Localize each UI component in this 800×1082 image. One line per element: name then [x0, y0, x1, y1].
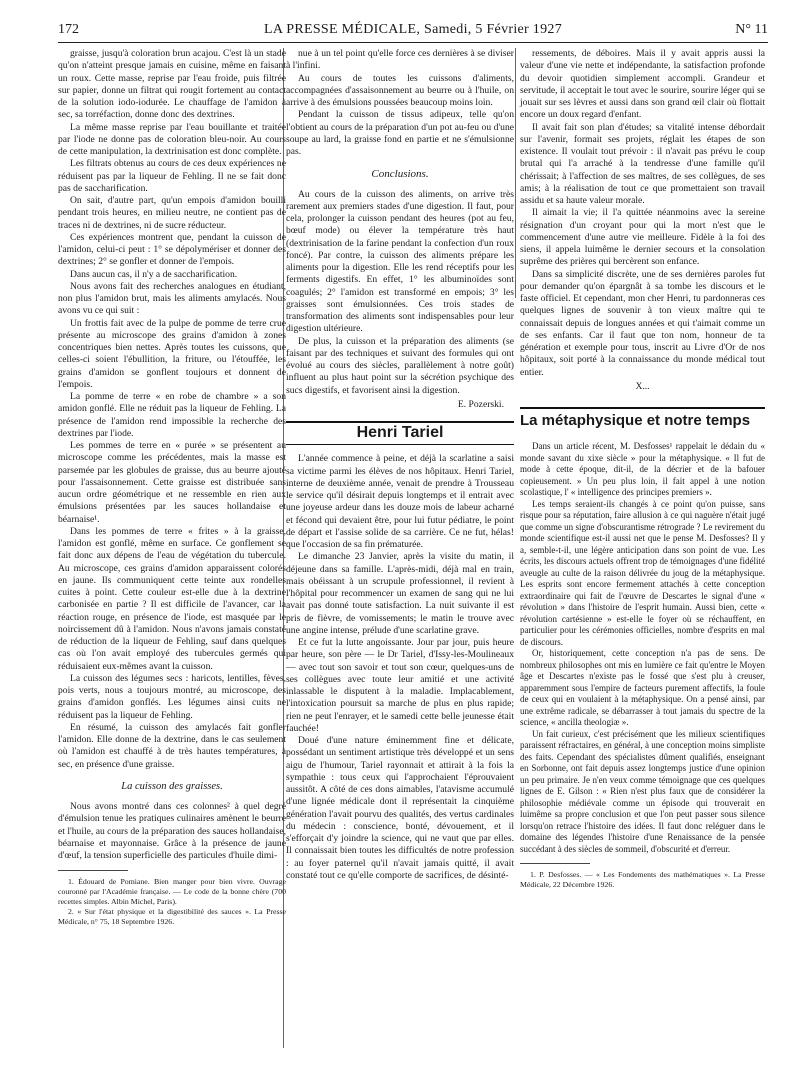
paragraph: Les temps seraient-ils changés à ce point qu'on puisse, sans risque pour sa réputation, faire allusion à ce qui naguère n'était jugé que comme un signe d'obscurantisme rétrograde ? Le revirement du monde scientifique est-il aussi net que le pense M. Desfosses? Il y a, semble-t-il, une légère anticipation dans son point de vue. Les écrits, les discours actuels offrent trop de témoignages d'une fidélité aveugle au culte de la raison délivrée du joug de la métaphysique. Les esprits sont encore fermement attachés à cette conception extraordinaire qui fait de l'œuvre de Descartes le signal d'une « révolution » dans l'histoire de l'esprit humain. Aussi bien, cette « révolution cartésienne » est-elle le foyer où se réchauffent, en particulier pour les cérémonies officielles, nombre d'esprits en mal de discours. — [520, 498, 765, 647]
paragraph: Or, historiquement, cette conception n'a pas de sens. De nombreux philosophes ont mis en lumière ce fait qu'entre le Moyen âge et Descartes n'existe pas le fossé que s'est plu à creuser, apparemment sous l'empire de facteurs purement affectifs, la foule de ceux qui en voulaient à la métaphysique. On a pensé ainsi, par une extrême radicale, se débarrasser à tout jamais du spectre de la science, « ancilla theologiæ ». — [520, 648, 765, 728]
paragraph: nue à un tel point qu'elle force ces dernières à se diviser à l'infini. — [286, 48, 514, 72]
column-2-paragraphs — [286, 48, 514, 158]
article-title-metaphysique: La métaphysique et notre temps — [520, 412, 751, 429]
paragraph: Nous avons montré dans ces colonnes² à quel degré d'émulsion tenue les pratiques culinaires amènent le beurre et l'huile, au cours de la préparation des sauces hollandaise, béarnaise et mayonnaise. Grâce à la présence de jaune d'œuf, la tension superficielle des particules d'huile dimi- — [58, 801, 286, 861]
column-1-footnotes — [58, 877, 286, 927]
paragraph: Au cours de toutes les cuissons d'aliments, accompagnées d'assaisonnement au beurre ou à l'huile, on arrive à des émulsions poussées beaucoup moins loin. — [286, 72, 514, 108]
page-number: 172 — [58, 22, 79, 37]
footnote-rule — [58, 870, 128, 871]
column-separator-2 — [515, 48, 516, 298]
column-1 — [58, 48, 286, 927]
paragraph: Nous avons fait des recherches analogues en étudiant, non plus l'amidon brut, mais les aliments amylacés. Nous avons vu ce qui suit : — [58, 280, 286, 317]
paragraph: Dans les pommes de terre « frites » à la graisse, l'amidon est gonflé, même en surface. Ce gonflement se fait donc aux dépens de l'eau de végétation du tubercule. Au microscope, ces grains d'amidon apparaissent colorés en jaune. Ils communiquent cette teinte aux rondelles cuites à point. Cette couleur est-elle due à la dextrine carbonisée en partie ? Il est difficile de l'avancer, car la réaction rouge, en présence de l'iode, est masquée par le noircissement dû à l'amidon. Nous n'avons jamais constaté de réduction de la liqueur de Fehling, sauf dans quelques cas où l'on avait employé des tubercules germés qui réduisaient eux-mêmes avant la cuisson. — [58, 525, 286, 672]
metaphysique-paragraphs — [520, 441, 765, 855]
paragraph: En résumé, la cuisson des amylacés fait gonfler l'amidon. Elle donne de la dextrine, dans le cas seulement où l'amidon est chauffé à de très hautes températures, à sec, en présence d'une graisse. — [58, 721, 286, 770]
column-1-paragraphs — [58, 48, 286, 771]
paragraph: Les pommes de terre en « purée » se présentent au microscope comme les précédentes, mais la masse est parsemée par les globules de graisse, dus au beurre ajouté pour l'assaisonnement. Cette graisse est distribuée sans aucun ordre géométrique et ne ressemble en rien aux émulsions présentées par les sauces hollandaise et béarnaise¹. — [58, 440, 286, 525]
paragraph: Les filtrats obtenus au cours de ces deux expériences ne réduisent pas par la liqueur de Fehling. Il ne se fait donc pas de saccharification. — [58, 158, 286, 194]
paragraph: Un frottis fait avec de la pulpe de pomme de terre crue présente au microscope des grains d'amidon à zones concentriques bien nettes. Après toutes les cuissons, que celles-ci soient l'ébullition, la friture, ou l'étouffée, les grains d'amidon se gonflent toujours et donnent de l'empois. — [58, 317, 286, 390]
paragraph: L'année commence à peine, et déjà la scarlatine a saisi sa victime parmi les élèves de nos hôpitaux. Henri Tariel, interne de deuxième année, venait de prendre à Trousseau le service qu'il désirait depuis longtemps et il entrait avec une joyeuse ardeur dans les douze mois de labeur acharné et fécond qui devaient être, pour lui futur pédiatre, le point de départ et l'assise solide de sa carrière. Ce ne fut, hélas! que l'occasion de sa fin prématurée. — [286, 453, 514, 550]
paragraph: Au cours de la cuisson des aliments, on arrive très rarement aux premiers stades d'une digestion. Il faut, pour cela, prolonger la cuisson pendant des heures (pot au feu, bœuf mode) ou élever la température très haut (dextrinisation de la farine pendant la confection d'un roux foncé). Par contre, la cuisson des aliments prépare les aliments pour la digestion. Elle les rend réceptifs pour les ferments digestifs. En effet, 1° les albuminoïdes sont coagulés; 2° l'amidon est transformé en empois; 3° les graisses sont émulsionnées. Ces trois stades de transformation des aliments sont indispensables pour leur digestion ultérieure. — [286, 188, 514, 335]
paragraph: Ces expériences montrent que, pendant la cuisson de l'amidon, celui-ci peut : 1° se dépolymériser et donner des dextrines; 2° se gonfler et donner de l'empois. — [58, 231, 286, 268]
page-header — [58, 22, 768, 40]
paragraph: La même masse reprise par l'eau bouillante et traitée par l'iode ne donne pas de coloration bleu-noir. Au cours de cette manipulation, la dextrinisation est donc complète. — [58, 121, 286, 157]
paragraph: De plus, la cuisson et la préparation des aliments (se faisant par des techniques et suivant des formules qui ont évolué au cours des siècles, parallèlement à notre goût) influent au plus haut point sur la sécrétion psychique des sucs digestifs, et favorisent ainsi la digestion. — [286, 335, 514, 396]
conclusions-paragraphs — [286, 189, 514, 397]
paragraph: Il aimait la vie; il l'a quittée néanmoins avec la sereine résignation d'un croyant pour qui la mort n'est que le commencement d'une autre vie meilleure. Fidèle à la foi des siens, il appela luimême le dernier secours et la consolation suprême des prières qui bercèrent son enfance. — [520, 207, 765, 268]
paragraph: On sait, d'autre part, qu'un empois d'amidon bouilli pendant trois heures, en milieu neutre, ne contient pas de traces ni de dextrines, ni de sucre réducteur. — [58, 195, 286, 231]
article-title-tariel: Henri Tariel — [356, 424, 444, 441]
column-3 — [520, 48, 765, 890]
footnote-desfosses: 1. P. Desfosses. — « Les Fondements des mathématiques ». La Presse Médicale, 22 Décembre 1926. — [520, 870, 765, 890]
issue-number: N° 11 — [735, 22, 768, 37]
article-title-box-metaphysique — [520, 407, 765, 433]
paragraph: Dans aucun cas, il n'y a de saccharification. — [70, 268, 238, 280]
paragraph: La cuisson des légumes secs : haricots, lentilles, fèves, pois verts, nous a toujours montré, au microscope, des grains d'amidon gonflés. Les légumes ainsi cuits ne réduisent pas la liqueur de Fehling. — [58, 672, 286, 721]
paragraph: La pomme de terre « en robe de chambre » a son amidon gonflé. Elle ne réduit pas la liqueur de Fehling. La présence de l'amidon rend impossible la recherche des dextrines par l'iode. — [58, 391, 286, 439]
header-rule — [58, 42, 768, 43]
column-2 — [286, 48, 514, 882]
paragraph: Pendant la cuisson de tissus adipeux, telle qu'on l'obtient au cours de la préparation d'un pot au-feu ou d'une soupe au lard, la graisse fond en partie et ne s'émulsionne pas. — [286, 109, 514, 157]
paragraph: Il avait fait son plan d'études; sa vitalité intense débordait sur l'avenir, formait ses projets, réglait les étapes de son existence. Il voulait tout prévoir : il n'avait pas prévu le coup brutal qui l'a arraché à la tendresse d'une famille qu'il chérissait; à l'affection de ses maîtres, de ses collègues, de ses amis; à la réalisation de tout ce que promettaient son travail assidu et sa haute valeur morale. — [520, 121, 765, 206]
paragraph: ressements, de déboires. Mais il y avait appris aussi la valeur d'une vie nette et indépendante, la satisfaction profonde du devoir quotidien simplement accompli. Grandeur et servitude, il acceptait le tout avec le sourire, sourire léger qui se jouait sur ses lèvres et aussi dans son grand œil clair où flottait encore un doux regard d'enfant. — [520, 48, 765, 121]
journal-running-head: LA PRESSE MÉDICALE, Samedi, 5 Février 1927 — [263, 22, 563, 37]
paragraph: Un fait curieux, c'est précisément que les milieux scientifiques paraissent réfractaires, en général, à une conception moins simpliste des faits. Cependant des spécialistes dûment qualifiés, enseignant en Sorbonne, ont fait depuis assez longtemps justice d'une opinion un peu primaire. Je n'en veux comme témoignage que ces quelques lignes de E. Gilson : « Rien n'est plus faux que de considérer la philosophie médiévale comme un épisode qui trouverait en luimême sa propre conclusion et que l'on peut passer sous silence lorsqu'on retrace l'histoire des idées. Il faut donc reléguer dans le domaine des légendes l'histoire d'une Renaissance de la pensée succédant à des siècles de sommeil, d'obscurité et d'erreur. — [520, 728, 765, 854]
subheading-graisses: La cuisson des graisses. — [121, 780, 223, 792]
paragraph: Et ce fut la lutte angoissante. Jour par jour, puis heure par heure, son père — le Dr Tariel, d'Issy-les-Moulineaux — avec tout son savoir et tout son cœur, quelques-uns de ses collègues avec toute leur amitié et une activité inlassable le disputent à la maladie. Implacablement, l'intoxication poursuit sa marche de plus en plus rapide; rien ne peut l'enrayer, et le samedi cette belle jeunesse était fauchée! — [286, 637, 514, 734]
conclusions-heading: Conclusions. — [371, 168, 429, 181]
column-1-paragraphs-2 — [58, 801, 286, 862]
tariel-paragraphs — [286, 453, 514, 882]
paragraph: Doué d'une nature éminemment fine et délicate, possédant un sentiment artistique très développé et un sens aigu de l'humour, Tariel rayonnait et attirait à la fois la sympathie : tous ceux qui l'approchaient l'éprouvaient aussitôt. A côté de ces dons aimables, l'atavisme accumulé d'une lignée médicale dont il représentait la cinquième génération l'avait pourvu des qualités, des vertus cardinales du médecin : conscience, bonté, dévouement, et il s'efforçait d'y joindre la science, qui ne vaut que par elles. Il connaissait bien toutes les difficultés de notre profession : au foyer paternel qu'il n'avait jamais quitté, il avait constaté tout ce qu'elle comporte de sacrifices, de désinté- — [286, 735, 514, 881]
paragraph: graisse, jusqu'à coloration brun acajou. C'est là un stade qu'on n'atteint presque jamais en cuisine, même en faisant un roux. Cette masse, reprise par l'eau froide, puis filtrée sur papier, donne un filtrat qui rougit fortement au contact de la solution iodo-iodurée. Le chauffage de l'amidon à sec, sa torréfaction, donne donc des dextrines. — [58, 48, 286, 121]
tariel-end-paragraphs — [520, 48, 765, 379]
signature-pozerski: E. Pozerski. — [457, 398, 504, 410]
paragraph: Dans sa simplicité discrète, une de ses dernières paroles fut pour demander qu'on épargnât à sa tombe les discours et le faste officiel. Et cependant, mon cher Henri, tu pardonneras ces quelques lignes de souvenir à ton vieux maître qui te connaissait depuis de longues années et qui t'aimait comme un de ses enfants. Car il faut que ton nom, honneur de ta génération et exemple pour tous, inscrit au Livre d'Or de nos hôpitaux, soit porté à la connaissance du monde médical tout entier. — [520, 268, 765, 378]
footnote: 1. Édouard de Pomiane. Bien manger pour bien vivre. Ouvrage couronné par l'Académie française. — Le code de la bonne chère (700 recettes simples. Albin Michel, Paris). — [58, 877, 286, 907]
signature-x: X... — [635, 380, 650, 392]
paragraph: Dans un article récent, M. Desfosses¹ rappelait le dédain du « monde savant du xixe siècle » pour la métaphysique. « Il fut de mode à cette époque, dit-il, de la décrier et de la bafouer copieusement. » Un peu plus loin, il fait appel à une notion scolastique, l' « intelligence des principes premiers ». — [520, 441, 765, 498]
article-title-box-tariel — [286, 421, 514, 445]
paragraph: Le dimanche 23 Janvier, après la visite du matin, il déjeune dans sa famille. L'après-midi, déjà mal en train, mais obéissant à un scrupule professionnel, il revient à l'hôpital pour recommencer un examen de sang qui ne lui avait pas donné toute satisfaction. La nuit suivante il est pris de fièvre, de vomissements; le matin le trouve avec une angine intense, prélude d'une scarlatine grave. — [286, 551, 514, 636]
footnote-rule-3 — [520, 863, 590, 864]
footnote: 2. « Sur l'état physique et la digestibilité des sauces ». La Presse Médicale, n° 75, 18 Septembre 1926. — [58, 907, 286, 927]
